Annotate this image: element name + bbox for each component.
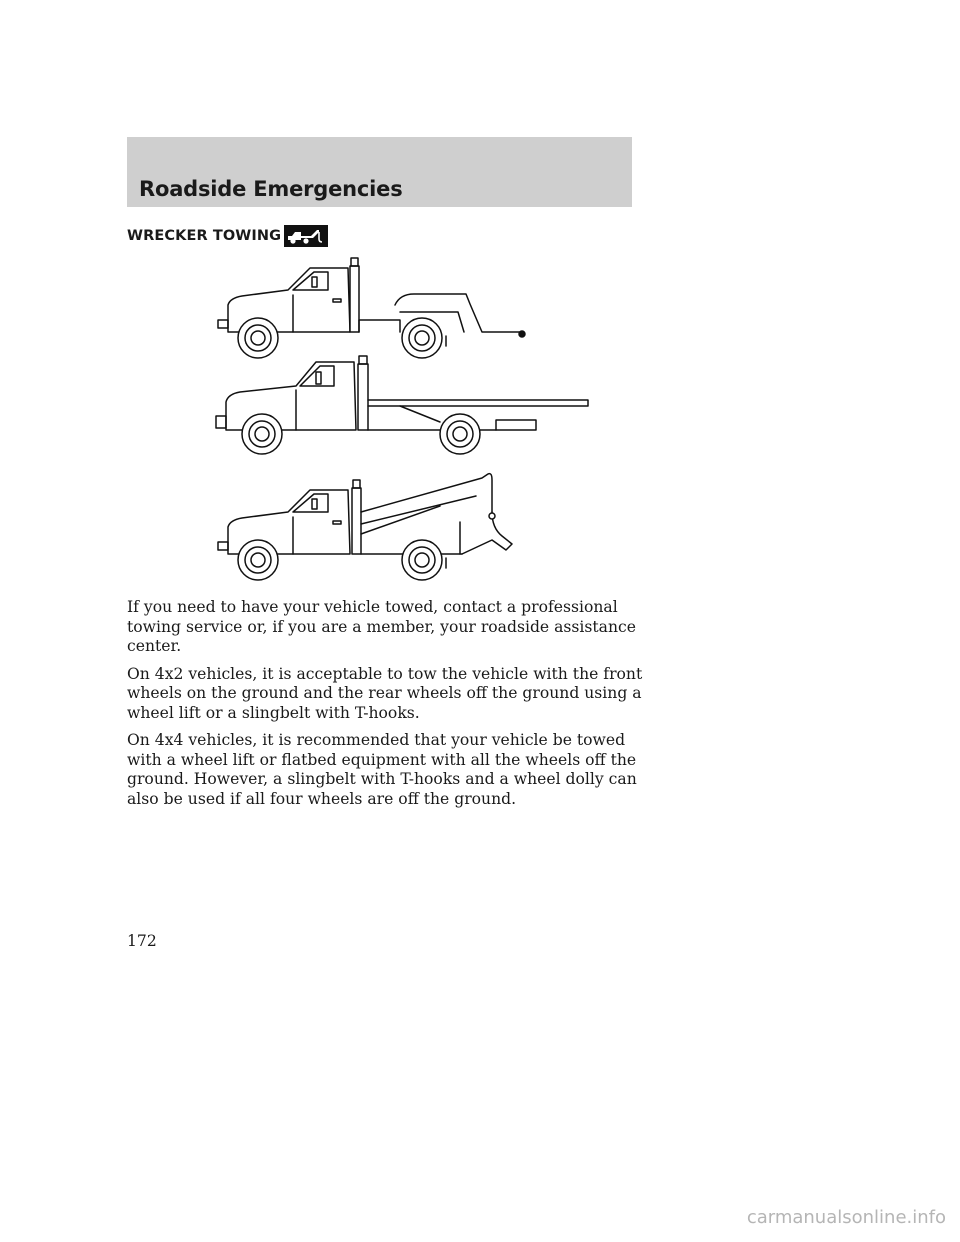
boom-wrecker-truck-illustration [218,474,512,580]
watermark: carmanualsonline.info [746,1207,946,1228]
header-band [127,137,632,207]
page-title: Roadside Emergencies [139,177,403,201]
paragraph: If you need to have your vehicle towed, contact a professional towing service or, if you are a member, your roadside assistance center. [127,598,636,655]
page-number: 172 [127,932,157,950]
section-heading-label: WRECKER TOWING [127,228,282,244]
body-text [127,598,647,817]
towing-illustrations [200,250,600,590]
flatbed-truck-illustration [216,356,588,454]
tow-truck-icon [284,225,328,247]
wheel-lift-truck-illustration [218,258,525,358]
section-heading [127,225,328,247]
paragraph: On 4x2 vehicles, it is acceptable to tow the vehicle with the front wheels on the ground and the rear wheels off the ground using a wheel lift or a slingbelt with T-hooks. [127,664,643,722]
paragraph: On 4x4 vehicles, it is recommended that your vehicle be towed with a wheel lift or flatbed equipment with all the wheels off the ground. However, a slingbelt with T-hooks and a wheel dolly can also be used if all four wheels are off the ground. [127,731,637,808]
